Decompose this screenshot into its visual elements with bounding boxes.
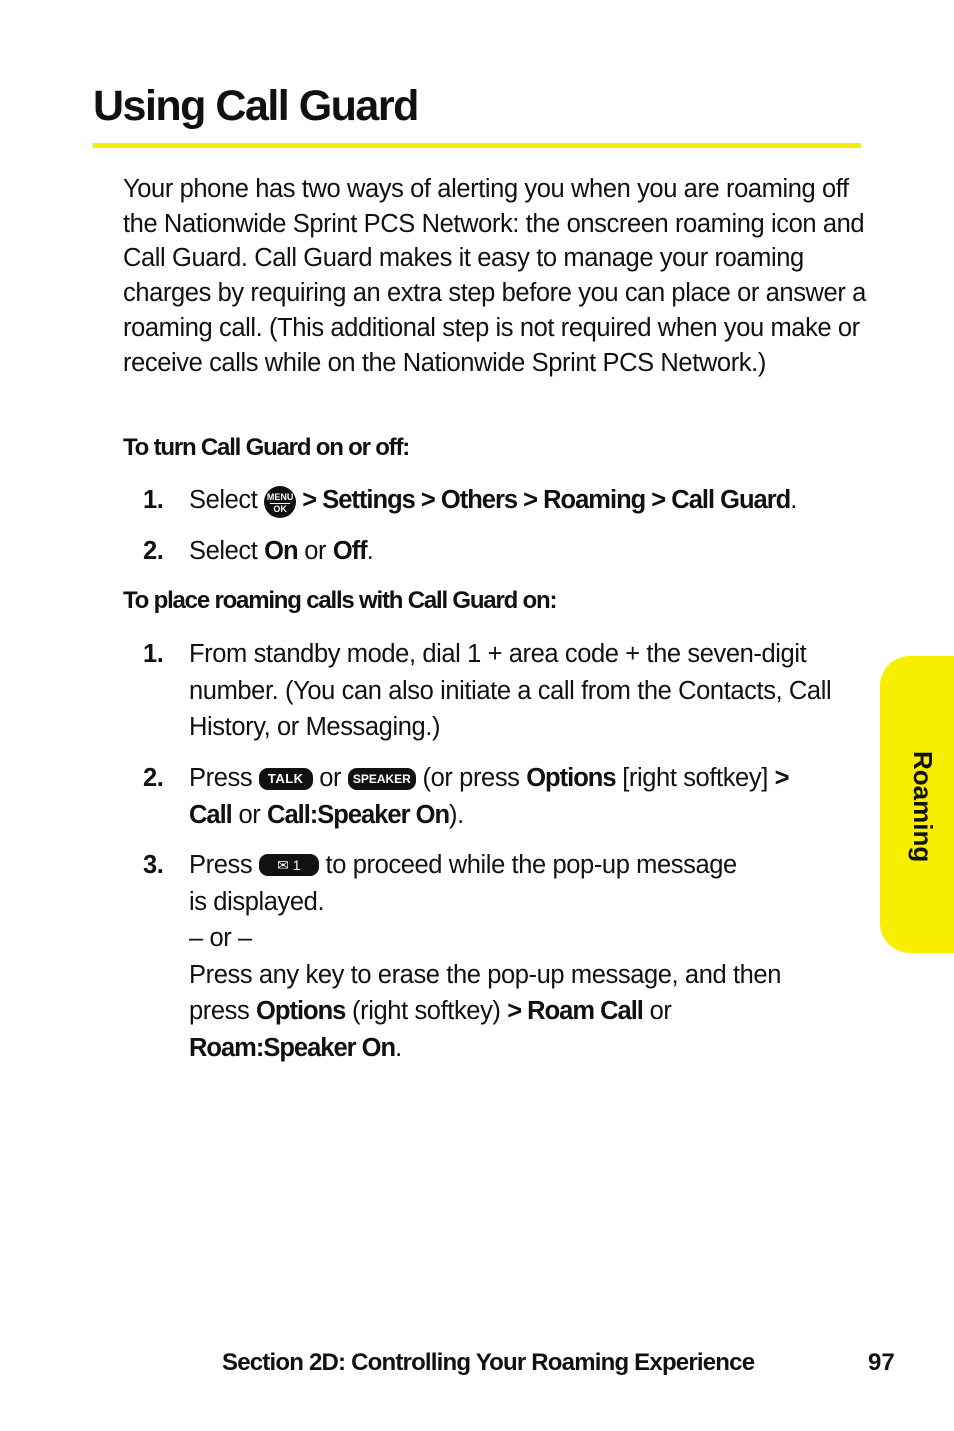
- step-end: ).: [449, 800, 464, 829]
- step-text-or: or: [312, 764, 348, 792]
- call-speaker-option: Call:Speaker On: [267, 800, 450, 829]
- envelope-1-key-icon: ✉ 1: [259, 854, 319, 876]
- section1-step-2: [143, 533, 843, 570]
- talk-key-icon: TALK: [259, 768, 313, 790]
- side-tab-label: Roaming: [908, 751, 938, 863]
- section2-heading: To place roaming calls with Call Guard on:: [123, 587, 557, 614]
- step-body: [189, 847, 843, 1066]
- step-text: Select: [189, 537, 265, 565]
- option-on: On: [264, 537, 298, 565]
- option-off: Off: [332, 537, 367, 565]
- speaker-key-icon: SPEAKER: [348, 768, 416, 790]
- section1-heading: To turn Call Guard on or off:: [123, 434, 410, 461]
- section1-step-1: [143, 482, 843, 519]
- step-text: Select: [189, 486, 265, 514]
- step-text: From standby mode, dial 1 + area code + the seven-digit number. (You can also initiate a call from the Contacts, Call History, or Messaging.): [189, 640, 832, 741]
- menu-arrow: >: [774, 764, 789, 792]
- options-label: Options: [256, 997, 346, 1025]
- step-text: is displayed.: [189, 887, 325, 916]
- call-option: Call: [189, 800, 232, 829]
- page-title: Using Call Guard: [93, 82, 418, 130]
- roam-speaker-option: Roam:Speaker On: [189, 1033, 396, 1062]
- step-end: .: [366, 537, 374, 565]
- or-separator: – or –: [189, 924, 252, 952]
- section2-step-3: [143, 847, 843, 1066]
- step-number: 2.: [143, 537, 164, 565]
- footer-page-number: 97: [868, 1349, 895, 1376]
- section2-step-2: [143, 760, 843, 833]
- step-number: 3.: [143, 851, 164, 879]
- step-number: 2.: [143, 764, 164, 792]
- step-text: to proceed while the pop-up message: [318, 851, 737, 879]
- step-text: (right softkey): [345, 997, 508, 1025]
- step-text: (or press: [415, 764, 527, 792]
- step-number: 1.: [143, 486, 164, 514]
- step-text-or: or: [231, 800, 268, 829]
- step-end: .: [395, 1033, 402, 1062]
- step-end: .: [790, 486, 797, 514]
- step-body: [189, 533, 843, 570]
- section2-step-1: [143, 636, 843, 746]
- step-text: Press any key to erase the pop-up message, and then press: [189, 960, 781, 1025]
- step-text-or: or: [642, 997, 672, 1025]
- footer-section-title: Section 2D: Controlling Your Roaming Experience: [222, 1349, 755, 1376]
- menu-path: > Settings > Others > Roaming > Call Guard: [296, 486, 791, 514]
- step-body: [189, 760, 843, 833]
- title-underline: [93, 143, 861, 148]
- roam-call-option: > Roam Call: [507, 997, 643, 1025]
- step-text: Press: [189, 764, 259, 792]
- step-text-or: or: [297, 537, 333, 565]
- step-body: [189, 482, 843, 519]
- step-number: 1.: [143, 640, 164, 668]
- options-label: Options: [526, 764, 616, 792]
- step-text: Press: [189, 851, 259, 879]
- menu-key-bottom: OK: [273, 504, 287, 514]
- step-text: [right softkey]: [615, 764, 775, 792]
- intro-paragraph: Your phone has two ways of alerting you when you are roaming off the Nationwide Sprint PCS Network: the onscreen roaming icon and Call Guard. Call Guard makes it easy to manage your roaming charges by requiring an extra step before you can place or answer a roaming call. (This additional step is not required when you make or receive calls while on the Nationwide Sprint PCS Network.): [123, 175, 866, 377]
- menu-ok-key-icon: [264, 486, 296, 518]
- menu-key-top: MENU: [266, 492, 294, 502]
